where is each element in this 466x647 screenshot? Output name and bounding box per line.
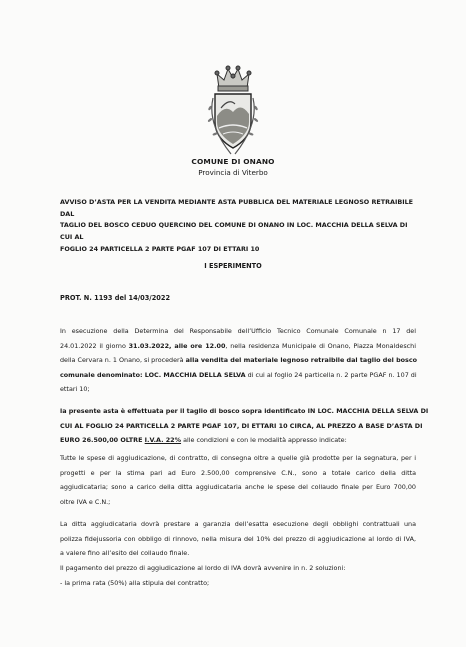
paragraph-base-price <box>60 404 429 448</box>
paragraph-determination <box>60 324 416 397</box>
text-line <box>60 339 416 354</box>
text-line <box>60 353 416 368</box>
notice-title-line: TAGLIO DEL BOSCO CEDUO QUERCINO DEL COMUNE DI ONANO IN LOC. MACCHIA DELLA SELVA DI CUI AL <box>60 221 408 242</box>
notice-title <box>60 197 420 256</box>
text-line <box>60 368 416 383</box>
paragraph-payment <box>60 561 416 590</box>
paragraph-guarantee <box>60 517 416 561</box>
auction-date: 31.03.2022, alle ore 12.00 <box>128 341 226 350</box>
text-line: La ditta aggiudicataria dovrà prestare a garanzia dell’esatta esecuzione degli obblighi contrattuali una <box>60 520 416 528</box>
text-line: Tutte le spese di aggiudicazione, di contratto, di consegna oltre a quelle già prodotte per la segnatura, per i <box>60 454 416 462</box>
text-line: aggiudicataria; sono a carico della ditta aggiudicataria anche le spese del collaudo finale per Euro 700,00 <box>60 483 416 492</box>
text-span: 24.01.2022 il giorno <box>60 341 129 350</box>
vat-rate: I.V.A. 22% <box>144 436 182 445</box>
text-line: In esecuzione della Determina del Responsabile dell’Ufficio Tecnico Comunale Comunale n 17 del <box>60 327 416 335</box>
text-line: progetti e per la stima pari ad Euro 2.500,00 comprensive C.N., sono a totale carico della ditta <box>60 468 416 477</box>
notice-title-line: FOGLIO 24 PARTICELLA 2 PARTE PGAF 107 DI ETTARI 10 <box>60 244 260 253</box>
text-line: - la prima rata (50%) alla stipula del contratto; <box>60 578 210 587</box>
protocol-number: PROT. N. 1193 del 14/03/2022 <box>60 294 171 302</box>
text-span: alle condizioni e con le modalità appresso indicate: <box>181 436 347 445</box>
text-span: della Cervara n. 1 Onano, si procederà <box>60 356 186 365</box>
notice-title-line: AVVISO D’ASTA PER LA VENDITA MEDIANTE ASTA PUBBLICA DEL MATERIALE LEGNOSO RETRAIBILE DAL <box>60 198 414 218</box>
text-line: oltre IVA e C.N.; <box>60 497 111 506</box>
paragraph-expenses <box>60 451 416 509</box>
base-price: EURO 26.500,00 OLTRE <box>60 436 145 445</box>
text-line <box>60 433 416 448</box>
text-line: polizza fidejussoria con obbligo di rinnovo, nella misura del 10% del prezzo di aggiudicazione al lordo di IVA, <box>60 534 416 543</box>
province-name: Provincia di Viterbo <box>198 168 268 177</box>
text-line: la presente asta è effettuata per il taglio di bosco sopra identificato IN LOC. MACCHIA DELLA SELVA DI <box>60 407 429 415</box>
text-span: alla vendita del materiale legnoso retraibile dal taglio del bosco <box>185 356 418 365</box>
text-span: comunale denominato: LOC. MACCHIA DELLA SELVA <box>60 370 246 379</box>
coat-of-arms-icon <box>205 64 261 158</box>
municipality-name: COMUNE DI ONANO <box>191 157 275 166</box>
text-line: Il pagamento del prezzo di aggiudicazione al lordo di IVA dovrà avvenire in n. 2 soluzioni: <box>60 564 346 572</box>
experiment-label: I ESPERIMENTO <box>204 262 262 270</box>
text-line: ettari 10; <box>60 385 90 394</box>
text-span: di cui al foglio 24 particella n. 2 parte PGAF n. 107 di <box>245 370 417 379</box>
text-line: CUI AL FOGLIO 24 PARTICELLA 2 PARTE PGAF 107, DI ETTARI 10 CIRCA, AL PREZZO A BASE D’ASTA DI <box>60 421 423 430</box>
text-line: a valere fino all’esito del collaudo finale. <box>60 549 190 558</box>
text-span: , nella residenza Municipale di Onano, Piazza Monaldeschi <box>225 341 417 350</box>
